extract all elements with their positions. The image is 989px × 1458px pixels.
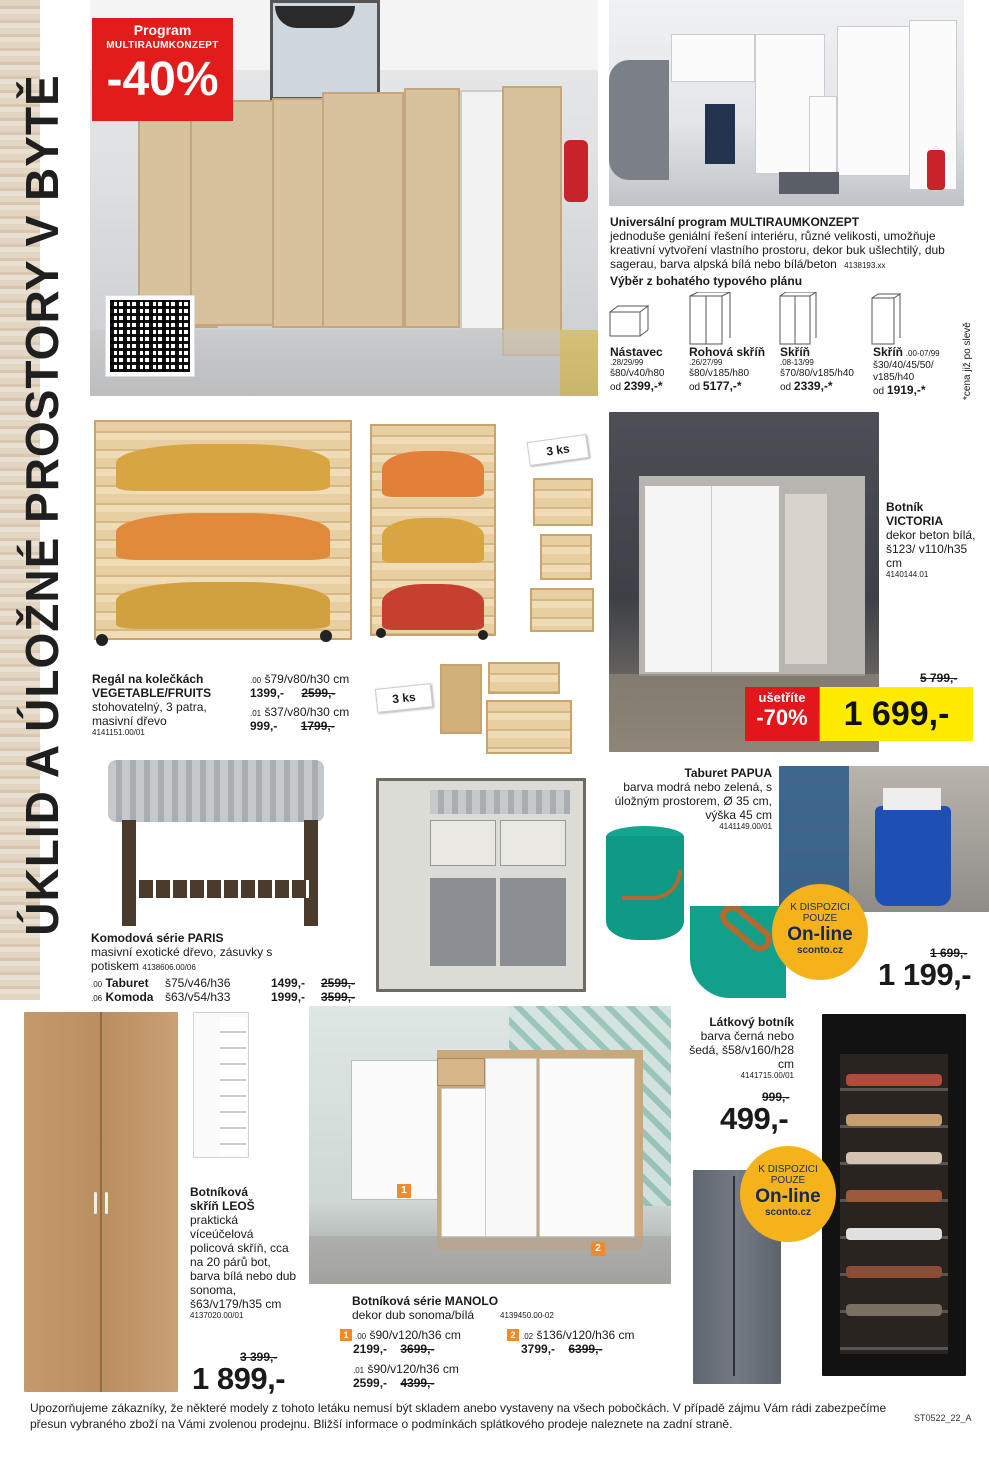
papua-title: Taburet PAPUA [684,766,772,780]
variant-price: 1999,- [271,990,306,1004]
manolo-code: 4139450.00-02 [500,1311,554,1320]
black-fabric-shoe-rack-photo [822,1014,966,1376]
manolo-photo-tag-1: 1 [397,1184,411,1198]
savings-label: ušetříte [758,690,806,705]
papua-info [600,766,772,832]
item-variant: .00-07/99 [905,349,940,358]
multiraum-item-1 [610,346,690,394]
price-after-discount-note: *cena již po slevě [962,322,973,400]
paris-code: 4138606.00/06 [142,963,196,972]
manolo-shoe-cabinets-photo [309,1006,671,1284]
victoria-desc: dekor beton bílá, š123/ v110/h35 cm [886,528,976,570]
item-price: 5177,-* [702,379,742,393]
leos-white-cabinet-photo [193,1012,249,1158]
victoria-code: 4140144.01 [886,570,929,579]
leos-oak-cabinet-photo [24,1012,178,1392]
online-label-1: K DISPOZICI [758,1164,818,1175]
online-label-3: On-line [787,924,853,945]
multiraum-desc-text: jednoduše geniální řešení interiéru, různé velikosti, umožňuje kreativní vytvoření vlastního prostoru, dekor buk ušlechtilý, dub sagerau, barva alpská bílá nebo bílá/beton [610,229,945,271]
item-dims: š70/80/v185/h40 [780,368,854,379]
multiraum-item-4 [873,346,957,398]
variant-dims: š136/v120/h36 cm [536,1328,635,1342]
item-price-prefix: od [689,382,701,393]
variant-dims: š63/v54/h33 [165,990,231,1004]
paris-bench-photo [104,760,328,930]
online-label-1: K DISPOZICI [790,902,850,913]
papua-desc: barva modrá nebo zelená, s úložným prostorem, Ø 35 cm, výška 45 cm [614,780,772,822]
item-dims: š80/v185/h80 [689,368,750,379]
latkovy-code: 4141715.00/01 [740,1071,794,1080]
leos-price: 1 899,- [192,1361,286,1396]
variant-old-price: 1799,- [300,719,335,733]
manolo-desc: dekor dub sonoma/bílá [352,1308,475,1322]
multiraum-code: 4138193.xx [844,261,886,270]
paris-variant-2 [91,990,371,1004]
latkovy-title: Látkový botník [709,1015,794,1029]
online-label-2: POUZE [802,913,838,924]
variant-code: .00 [355,1332,367,1341]
furniture-line-drawings [608,292,948,346]
item-price: 2339,-* [793,379,833,393]
variant-code: .00 [91,980,103,989]
manolo-variant-3 [353,1362,523,1390]
multiraum-item-3 [780,346,872,394]
variant-dims: š90/v120/h36 cm [369,1328,461,1342]
pack-count-badge-bottom: 3 ks [375,683,433,713]
badge-program-name: MULTIRAUMKONZEPT [106,40,219,51]
leos-code: 4137020.00/01 [190,1311,244,1320]
multiraum-description [610,229,962,271]
variant-old-price: 3699,- [400,1342,435,1356]
victoria-title-2: VICTORIA [886,514,944,528]
item-variant: .08-13/99 [780,358,814,367]
multiraum-subtitle: Výběr z bohatého typového plánu [610,274,803,288]
regal-title-2: VEGETABLE/FRUITS [92,686,212,700]
item-price: 2399,-* [623,379,663,393]
small-crate-3-photo [530,588,594,632]
variant-old-price: 2599,- [321,976,356,990]
skrin-narrow-drawing-icon [872,294,900,344]
leos-old-price: 3 399,- [240,1350,278,1364]
papua-old-price: 1 699,- [930,946,968,960]
item-name: Skříň [780,345,811,359]
latkovy-online-only-badge[interactable] [740,1146,836,1242]
variant-price: 999,- [250,719,278,733]
latkovy-old-price: 999,- [762,1090,790,1104]
victoria-title-1: Botník [886,500,924,514]
variant-price: 3799,- [521,1342,556,1356]
large-crate-rack-photo [94,420,352,640]
narrow-crate-rack-photo [370,424,496,636]
regal-title-1: Regál na kolečkách [92,672,204,686]
vegetable-box-photo [488,662,560,694]
item-variant: .28/29/99 [610,358,644,367]
variant-old-price: 3599,- [321,990,356,1004]
item-name: Nástavec [610,345,663,359]
leos-info [190,1185,300,1321]
item-price: 1919,-* [886,383,926,397]
item-variant: .26/27/99 [689,358,723,367]
manolo-variant-1 [340,1328,510,1356]
online-label-3: On-line [755,1186,821,1207]
variant-price: 1399,- [250,686,285,700]
small-crate-2-photo [540,534,592,580]
regal-info [92,672,242,738]
variant-price: 1499,- [271,976,306,990]
variant-code: .02 [522,1332,534,1341]
onion-box-photo [486,700,572,754]
regal-variant-1 [250,672,380,700]
papua-price: 1 199,- [878,957,972,992]
item-name: Skříň [873,345,904,359]
item-price-prefix: od [610,382,622,393]
regal-variant-2 [250,705,380,733]
pack-count-badge-top: 3 ks [527,434,590,466]
multiraum-item-2 [689,346,781,394]
regal-desc: stohovatelný, 3 patra, masivní dřevo [92,700,207,728]
savings-percent: -70% [756,705,808,730]
paris-info [91,931,291,973]
manolo-title: Botníková série MANOLO [352,1294,499,1308]
variant-dims: š75/v46/h36 [165,976,231,990]
badge-discount: -40% [106,53,219,106]
variant-price: 2199,- [353,1342,388,1356]
paris-variant-1 [91,976,371,990]
variant-dims: š37/v80/h30 cm [264,705,350,719]
variant-tag: 1 [340,1329,352,1341]
variant-dims: š90/v120/h36 cm [367,1362,459,1376]
paris-title: Komodová série PARIS [91,931,224,945]
online-url: sconto.cz [764,1207,812,1218]
online-label-2: POUZE [770,1175,806,1186]
nastavec-drawing-icon [610,306,648,336]
variant-old-price: 2599,- [301,686,336,700]
item-price-prefix: od [780,382,792,393]
variant-name: Taburet [105,976,149,990]
item-dims: š80/v40/h80 [610,368,665,379]
variant-name: Komoda [105,990,154,1004]
rohova-skrin-drawing-icon [690,292,730,344]
latkovy-price: 499,- [720,1101,789,1136]
badge-program-label: Program [133,22,192,38]
heading-column [0,0,86,1010]
papua-green-stool-photo [604,826,686,942]
victoria-info [886,500,976,580]
victoria-price: 1 699,- [820,687,973,741]
latkovy-info [680,1015,794,1081]
footer-disclaimer: Upozorňujeme zákazníky, že některé modely z tohoto letáku nemusí být skladem anebo vystaveny na všech pobočkách. V případě zájmu Vám rádi zabezpečíme přesun vybraného zboží na Vámi zvolenou prodejnu. Bližší informace o podmínkách splátkového prodeje naleznete na zadní straně. [30,1401,887,1431]
manolo-variant-2 [507,1328,677,1356]
page-code: ST0522_22_A [914,1413,972,1423]
leos-title-2: skříň LEOŠ [190,1199,255,1213]
leos-desc: praktická víceúčelová policová skříň, cca na 20 párů bot, barva bílá nebo dub sonoma, š63/v179/h35 cm [190,1213,297,1311]
paris-desc: masivní exotické dřevo, zásuvky s potiskem [91,945,273,973]
potato-box-photo [440,664,482,734]
qr-code[interactable] [106,296,194,376]
variant-old-price: 6399,- [568,1342,603,1356]
paris-dresser-photo [376,778,586,992]
papua-online-only-badge[interactable] [772,884,868,980]
multiraum-title: Universální program MULTIRAUMKONZEPT [610,215,860,229]
page-heading: ÚKLID A ÚLOŽNÉ PROSTORY V BYTĚ [16,74,68,936]
item-price-prefix: od [873,386,885,397]
variant-old-price: 4399,- [400,1376,435,1390]
variant-dims: š79/v80/h30 cm [264,672,350,686]
variant-price: 2599,- [353,1376,388,1390]
variant-code: .00 [250,676,262,685]
variant-code: .01 [353,1366,365,1375]
latkovy-desc: barva černá nebo šedá, š58/v160/h28 cm [689,1029,794,1071]
item-dims: š30/40/45/50/ v185/h40 [873,360,934,383]
papua-code: 4141149.00/01 [719,822,772,831]
garage-storage-photo [609,0,964,206]
small-crate-1-photo [533,478,593,526]
manolo-photo-tag-2: 2 [591,1242,605,1256]
variant-code: .01 [250,709,262,718]
variant-tag: 2 [507,1329,519,1341]
victoria-savings-badge [745,687,819,741]
program-discount-badge [92,18,233,121]
skrin-drawing-icon [780,292,816,344]
variant-code: .06 [91,994,103,1003]
online-url: sconto.cz [796,945,844,956]
item-name: Rohová skříň [689,345,766,359]
victoria-old-price: 5 799,- [920,671,958,685]
leos-title-1: Botníková [190,1185,249,1199]
regal-code: 4141151.00/01 [92,728,145,737]
